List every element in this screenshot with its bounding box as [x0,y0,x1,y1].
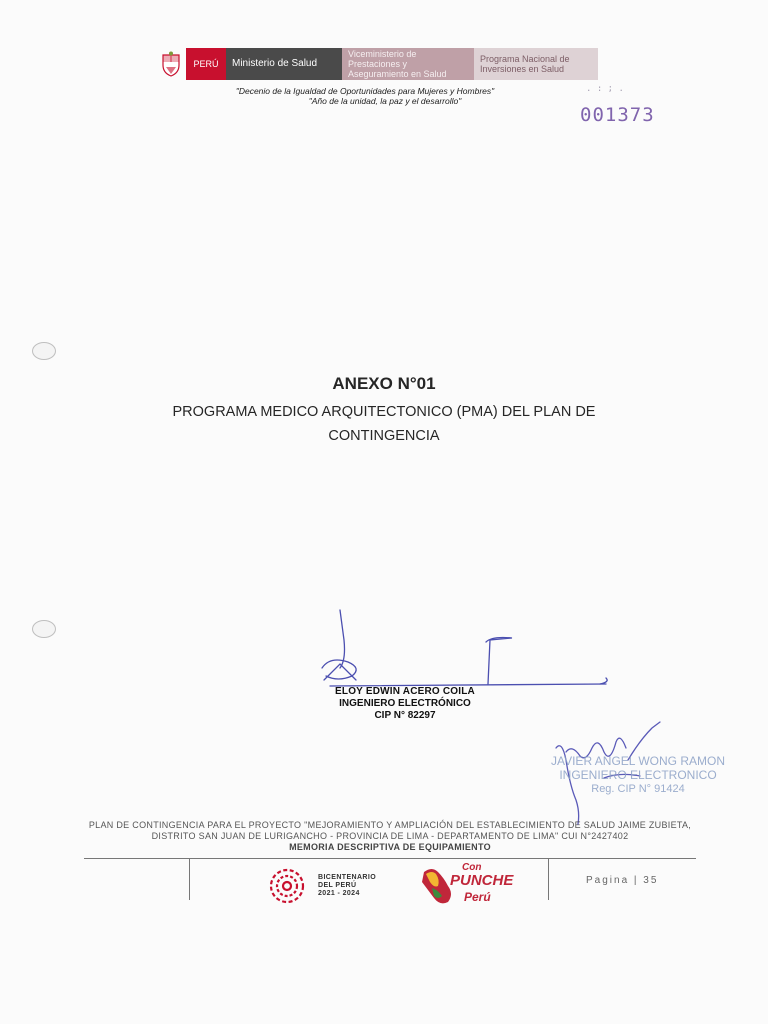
viceministry-label: Viceministerio de Prestaciones y Aseguramiento en Salud [342,48,474,80]
professional-seal-stamp [548,754,728,796]
bicentenario-line-1: BICENTENARIO [318,874,377,881]
bicentenario-line-2: DEL PERÚ [318,882,357,889]
bicentenario-emblem-icon [262,866,312,906]
bicentenario-text [318,874,376,898]
con-punche-peru-logo [418,862,522,908]
seal-title: INGENIERO ELECTRONICO [559,768,717,782]
footer-memo: MEMORIA DESCRIPTIVA DE EQUIPAMIENTO [289,842,491,852]
footer-line-1: PLAN DE CONTINGENCIA PARA EL PROYECTO "MEJORAMIENTO Y AMPLIACIÓN DEL ESTABLECIMIENTO DE SALUD JAIME ZUBIETA, [88,820,692,830]
program-label: Programa Nacional de Inversiones en Salud [474,48,598,80]
seal-name: JAVIER ANGEL WONG RAMON [550,754,726,768]
engineer-name: ELOY EDWIN ACERO COILA [335,686,475,697]
annex-subtitle: PROGRAMA MEDICO ARQUITECTONICO (PMA) DEL PLAN DE CONTINGENCIA [172,404,596,444]
bicentenario-line-3: 2021 - 2024 [318,890,360,897]
annex-title: ANEXO N°01 [332,374,436,393]
punche-main-text: PUNCHE [450,872,514,889]
punche-con-text: Con [462,862,482,873]
motto-decade: "Decenio de la Igualdad de Oportunidades para Mujeres y Hombres" [235,86,495,96]
folio-stamp-number: 001373 [580,104,655,126]
footer-column-divider-left [189,858,190,900]
bicentenario-logo [262,866,376,906]
footer-column-divider-right [548,858,549,900]
ministry-label: Ministerio de Salud [226,48,342,80]
faint-stamp-marks: . : ; . [586,84,624,94]
punche-peru-text: Perú [464,890,491,904]
motto-year: "Año de la unidad, la paz y el desarrollo" [308,96,462,106]
engineer-cip: CIP N° 82297 [374,710,436,721]
page-number: Pagina | 35 [586,875,659,886]
seal-cip: Reg. CIP N° 91424 [591,783,685,795]
peru-label: PERÚ [186,48,226,80]
footer-divider [84,858,696,859]
footer-project-description [84,820,696,853]
engineer-title: INGENIERO ELECTRÓNICO [339,698,471,709]
engineer-signature-block [330,686,480,722]
footer-line-2: DISTRITO SAN JUAN DE LURIGANCHO - PROVINCIA DE LIMA - DEPARTAMENTO DE LIMA" CUI N°2427402 [151,831,629,841]
